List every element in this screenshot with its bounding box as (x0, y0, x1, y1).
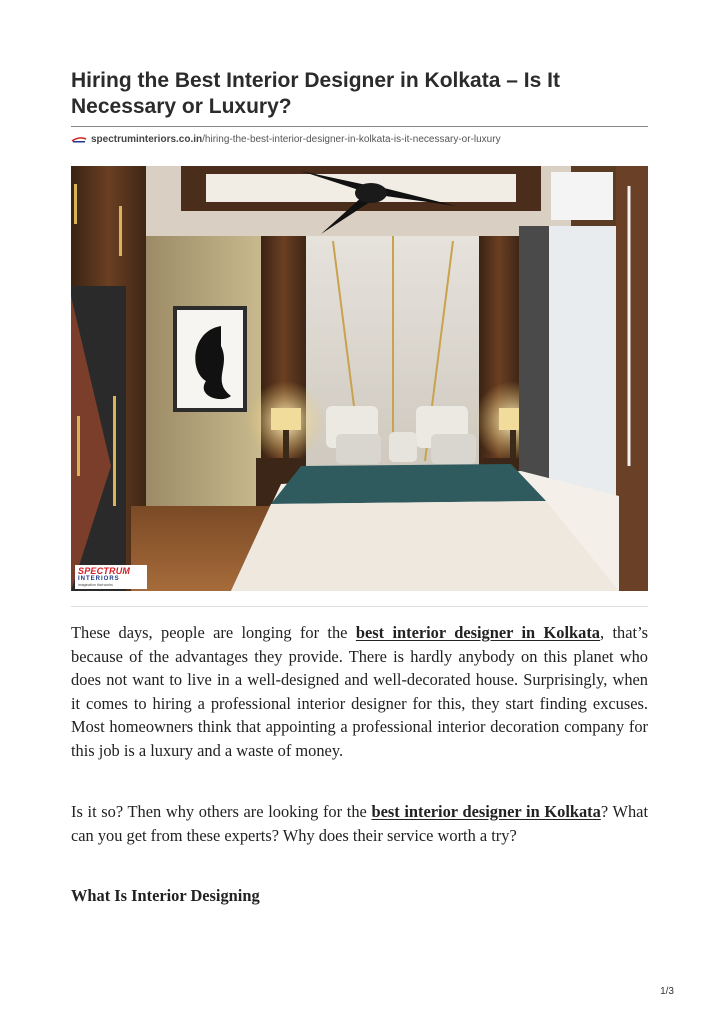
paragraph-question-text-1: Is it so? Then why others are looking for the (71, 802, 372, 821)
hero-image-bedroom (71, 166, 648, 591)
paragraph-question-text-2: ? What can you get from these experts? Why does their service worth a try? (71, 802, 648, 845)
source-path: /hiring-the-best-interior-designer-in-kolkata-is-it-necessary-or-luxury (202, 134, 501, 145)
source-domain: spectruminteriors.co.in (91, 134, 203, 145)
brand-logo-line1: SPECTRUM (78, 566, 131, 576)
best-interior-designer-link-2[interactable]: best interior designer in Kolkata (371, 802, 601, 821)
brand-logo-line2: INTERIORS (78, 576, 120, 582)
paragraph-intro-text-1: These days, people are longing for the (71, 623, 356, 642)
site-favicon-icon (71, 136, 87, 144)
page-number: 1/3 (660, 986, 674, 997)
paragraph-question (71, 800, 648, 847)
brand-logo-tagline: imagination that works (78, 583, 113, 587)
paragraph-intro-text-2: , that’s because of the advantages they provide. There is hardly anybody on this planet who does not want to live in a well-designed and well-decorated house. Surprisingly, when it comes to hiring a professional interior designer for this, they start finding excuses. Most homeowners think that appointing a professional interior decoration company for this job is a luxury and a waste of money. (71, 623, 648, 760)
section-heading: What Is Interior Designing (71, 886, 260, 905)
brand-logo (75, 565, 147, 589)
article-title: Hiring the Best Interior Designer in Kolkata – Is It Necessary or Luxury? (71, 69, 560, 118)
best-interior-designer-link[interactable]: best interior designer in Kolkata (355, 623, 601, 642)
title-divider (71, 126, 648, 127)
image-divider (71, 606, 648, 607)
bedroom-illustration (71, 166, 648, 591)
source-url[interactable] (71, 134, 651, 145)
paragraph-intro (71, 621, 648, 763)
